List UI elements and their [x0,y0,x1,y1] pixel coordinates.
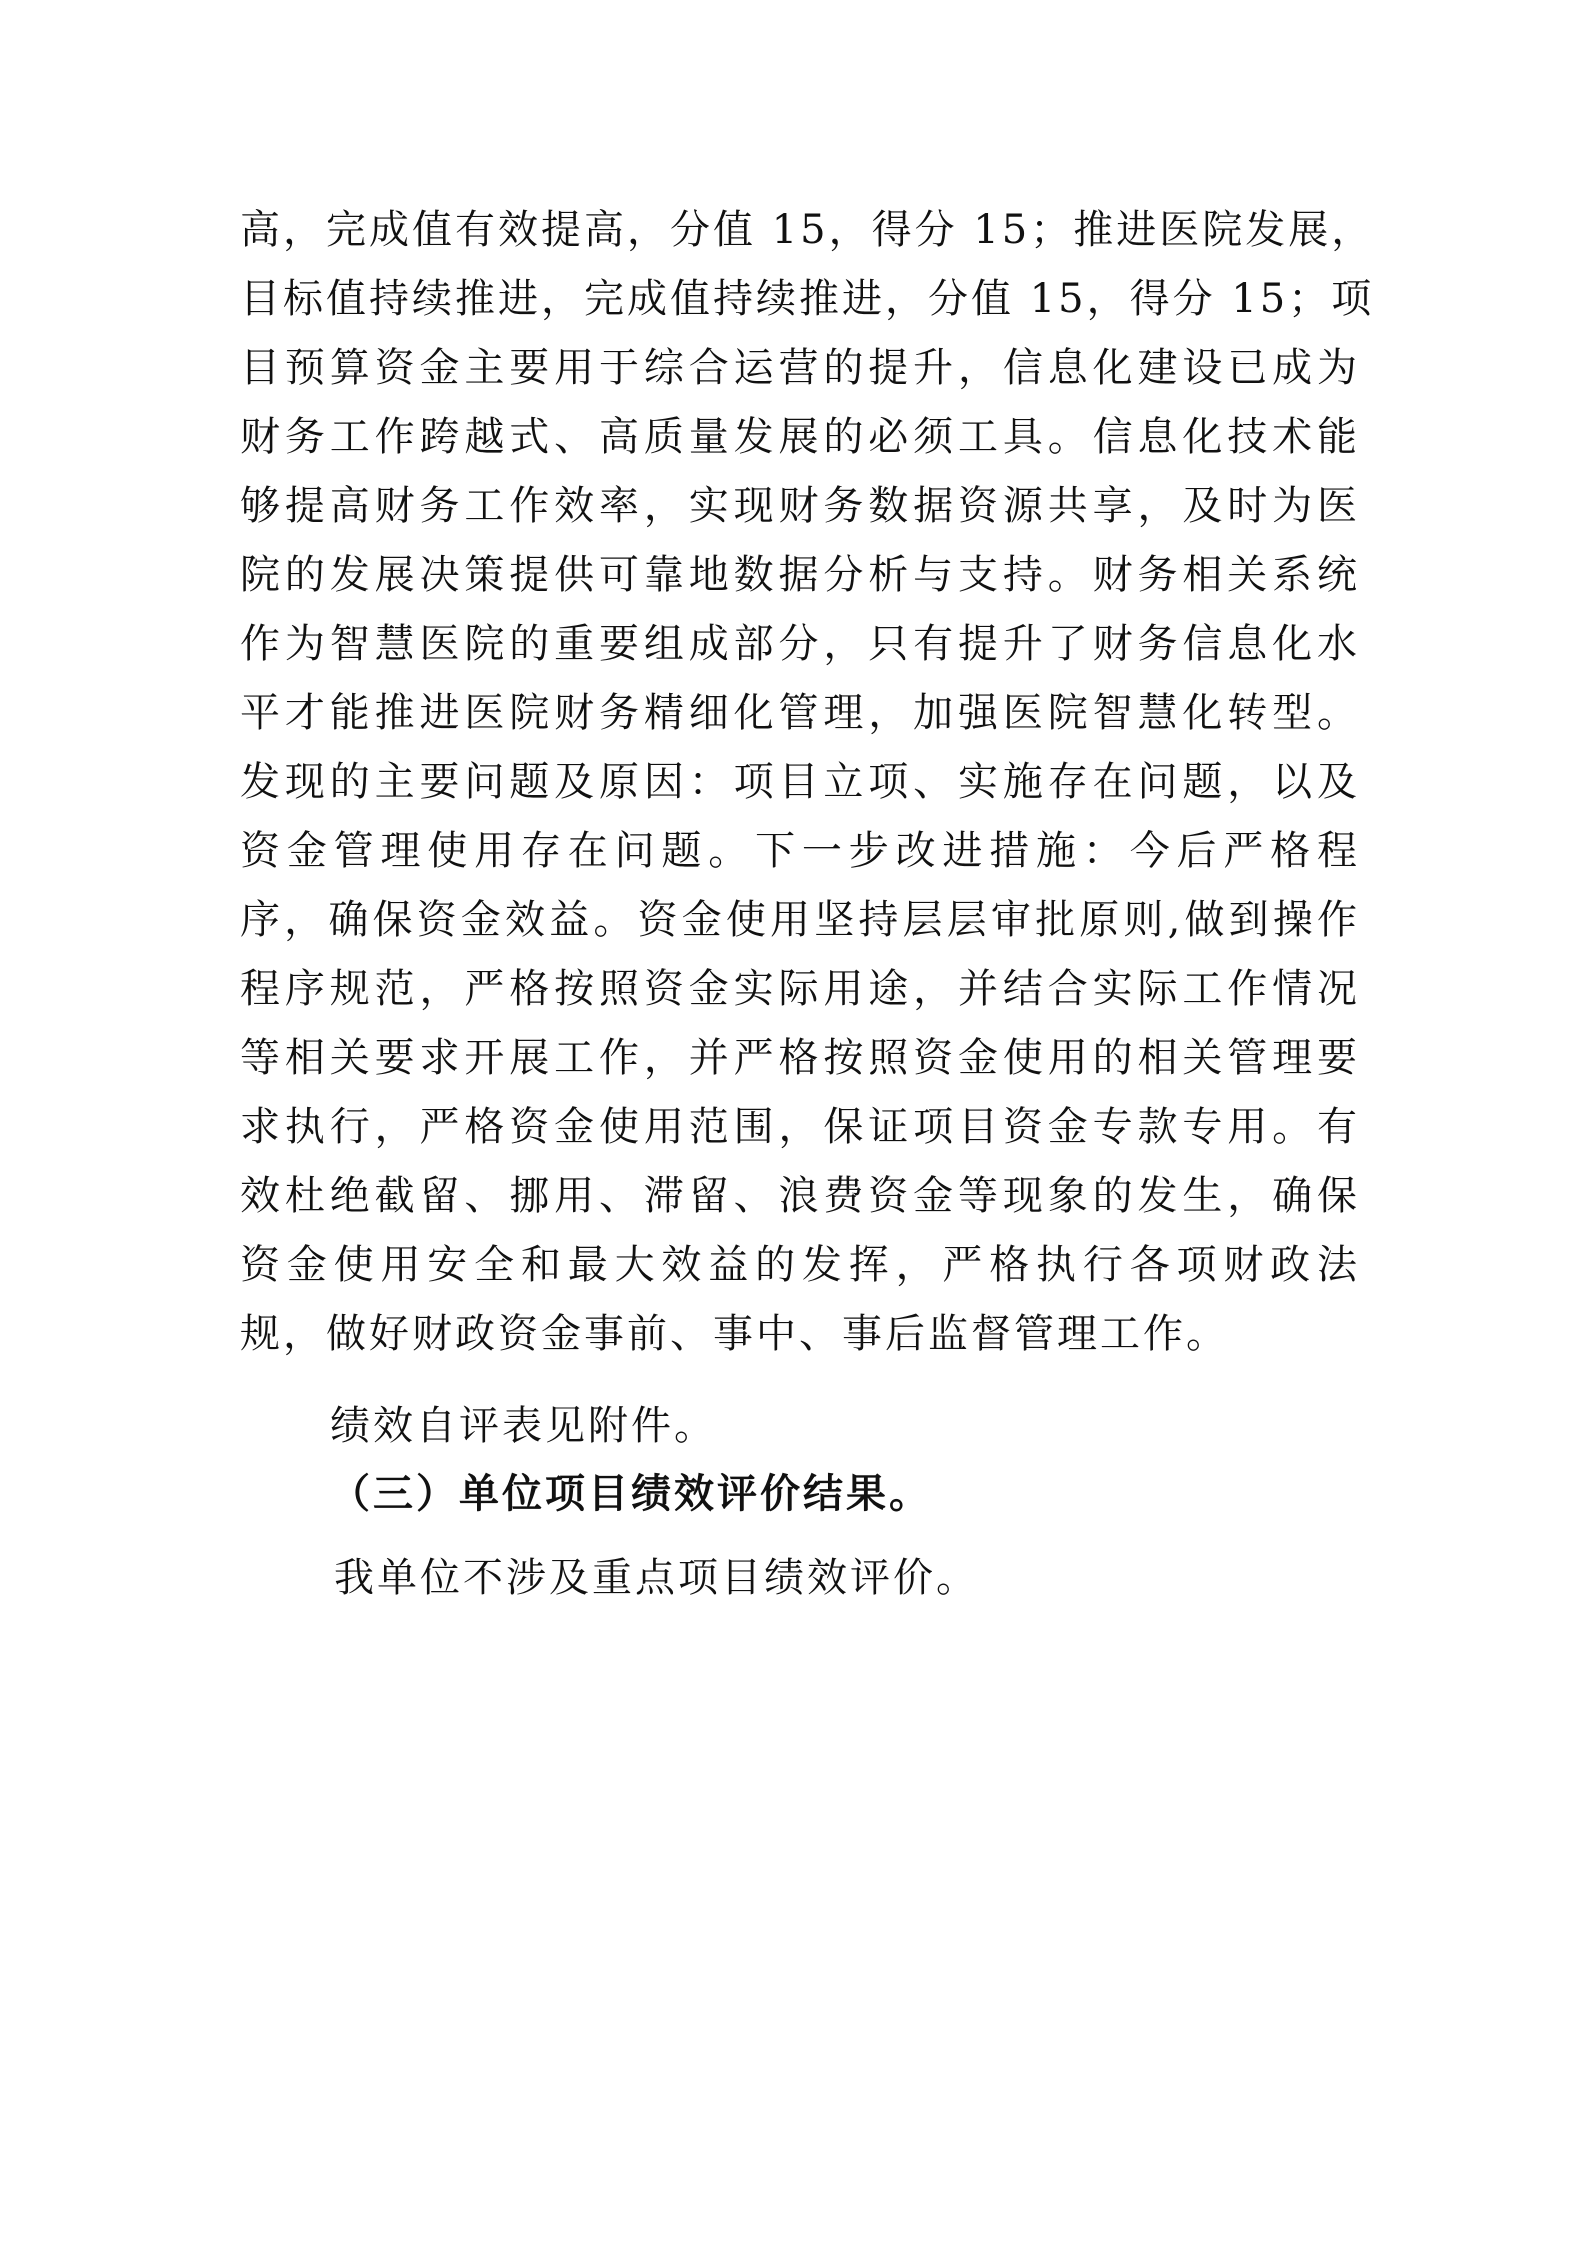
appendix-note: 绩效自评表见附件。 [330,1403,717,1449]
paragraph-line: 资金管理使用存在问题。下一步改进措施：今后严格程 [240,828,1360,874]
closing-statement: 我单位不涉及重点项目绩效评价。 [334,1555,979,1601]
paragraph-line: 院的发展决策提供可靠地数据分析与支持。财务相关系统 [240,552,1360,598]
paragraph-line: 够提高财务工作效率，实现财务数据资源共享，及时为医 [240,483,1360,529]
paragraph-line: 财务工作跨越式、高质量发展的必须工具。信息化技术能 [240,414,1360,460]
paragraph-line: 求执行，严格资金使用范围，保证项目资金专款专用。有 [240,1104,1360,1150]
paragraph-line: 效杜绝截留、挪用、滞留、浪费资金等现象的发生，确保 [240,1173,1360,1219]
paragraph-line: 规，做好财政资金事前、事中、事后监督管理工作。 [240,1311,1229,1357]
paragraph-line: 高，完成值有效提高，分值 15，得分 15；推进医院发展， [240,207,1375,253]
paragraph-line: 等相关要求开展工作，并严格按照资金使用的相关管理要 [240,1035,1360,1081]
paragraph-line: 发现的主要问题及原因：项目立项、实施存在问题，以及 [240,759,1360,805]
paragraph-line: 目预算资金主要用于综合运营的提升，信息化建设已成为 [240,345,1360,391]
paragraph-line: 作为智慧医院的重要组成部分，只有提升了财务信息化水 [240,621,1360,667]
paragraph-line: 序，确保资金效益。资金使用坚持层层审批原则,做到操作 [240,897,1360,943]
body-paragraph [240,196,1375,1369]
paragraph-line: 平才能推进医院财务精细化管理，加强医院智慧化转型。 [240,690,1360,736]
section-heading: （三）单位项目绩效评价结果。 [330,1471,932,1517]
paragraph-line: 资金使用安全和最大效益的发挥，严格执行各项财政法 [240,1242,1360,1288]
paragraph-line: 目标值持续推进，完成值持续推进，分值 15，得分 15；项 [240,276,1375,322]
paragraph-line: 程序规范，严格按照资金实际用途，并结合实际工作情况 [240,966,1360,1012]
